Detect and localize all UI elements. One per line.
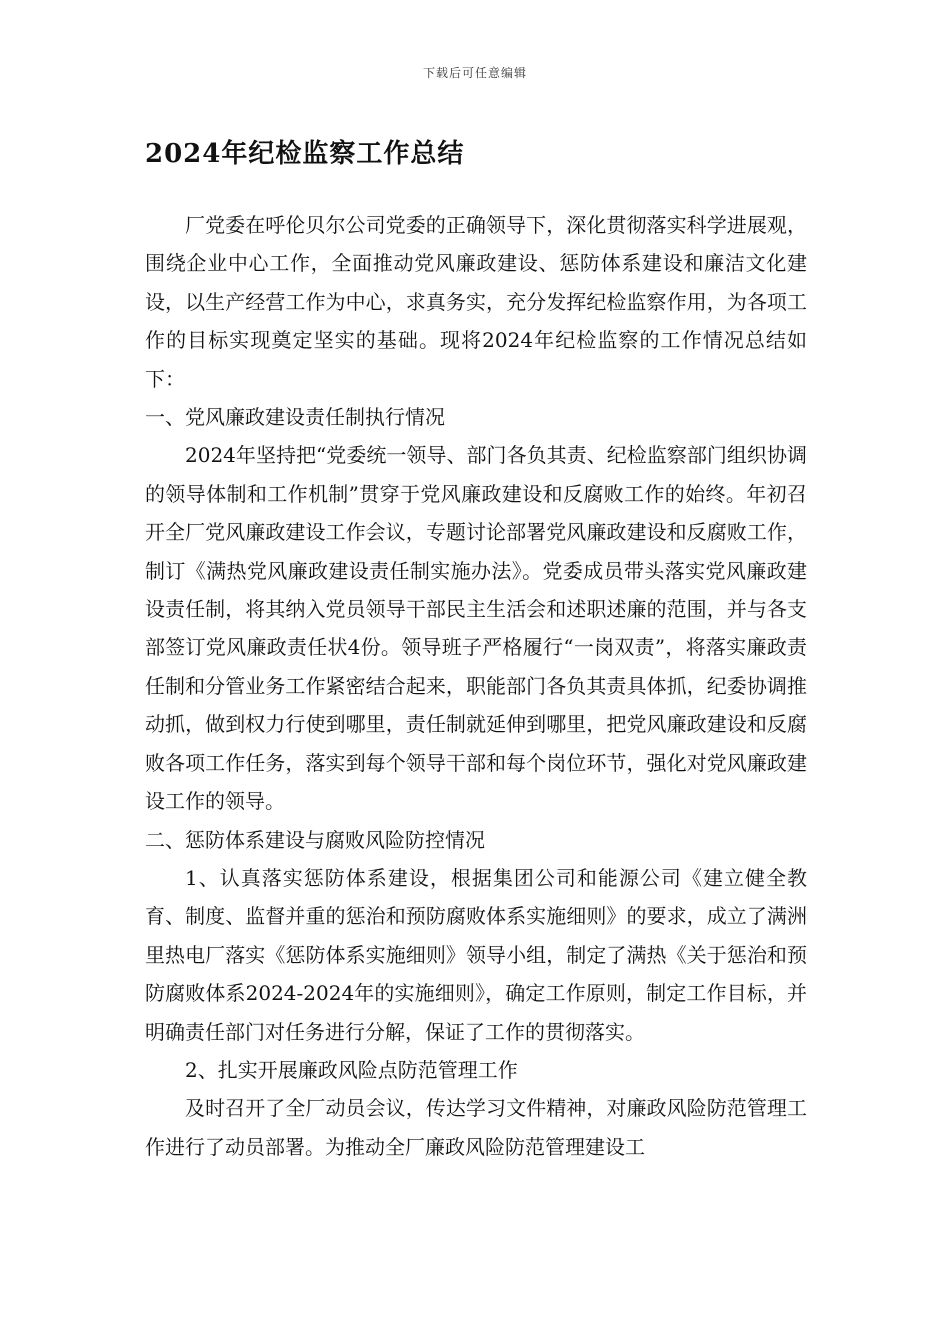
document-title: 2024年纪检监察工作总结 [145, 139, 465, 169]
paragraph-item-2: 及时召开了全厂动员会议，传达学习文件精神，对廉政风险防范管理工作进行了动员部署。为推动全厂廉政风险防范管理建设工 [145, 1096, 807, 1159]
page-header: 下载后可任意编辑 [422, 66, 527, 80]
section-heading-1: 一、党风廉政建设责任制执行情况 [145, 405, 445, 430]
paragraph-section-1: 2024年坚持把“党委统一领导、部门各负其责、纪检监察部门组织协调的领导体制和工作机制”贯穿于党风廉政建设和反腐败工作的始终。年初召开全厂党风廉政建设工作会议，专题讨论部署党风廉政建设和反腐败工作，制订《满热党风廉政建设责任制实施办法》。党委成员带头落实党风廉政建设责任制，将其纳入党员领导干部民主生活会和述职述廉的范围，并与各支部签订党风廉政责任状4份。领导班子严格履行“一岗双责”，将落实廉政责任制和分管业务工作紧密结合起来，职能部门各负其责具体抓，纪委协调推动抓，做到权力行使到哪里，责任制就延伸到哪里，把党风廉政建设和反腐败各项工作任务，落实到每个领导干部和每个岗位环节，强化对党风廉政建设工作的领导。 [145, 443, 807, 814]
section-heading-2: 二、惩防体系建设与腐败风险防控情况 [145, 827, 485, 852]
subheading-item-2: 2、扎实开展廉政风险点防范管理工作 [185, 1057, 518, 1082]
paragraph-intro: 厂党委在呼伦贝尔公司党委的正确领导下，深化贯彻落实科学进展观，围绕企业中心工作，全面推动党风廉政建设、惩防体系建设和廉洁文化建设，以生产经营工作为中心，求真务实，充分发挥纪检监察作用，为各项工作的目标实现奠定坚实的基础。现将2024年纪检监察的工作情况总结如下： [145, 213, 807, 391]
document-body [145, 206, 807, 1166]
paragraph-item-1: 1、认真落实惩防体系建设，根据集团公司和能源公司《建立健全教育、制度、监督并重的惩治和预防腐败体系实施细则》的要求，成立了满洲里热电厂落实《惩防体系实施细则》领导小组，制定了满热《关于惩治和预防腐败体系2024-2024年的实施细则》，确定工作原则，制定工作目标，并明确责任部门对任务进行分解，保证了工作的贯彻落实。 [145, 865, 807, 1044]
